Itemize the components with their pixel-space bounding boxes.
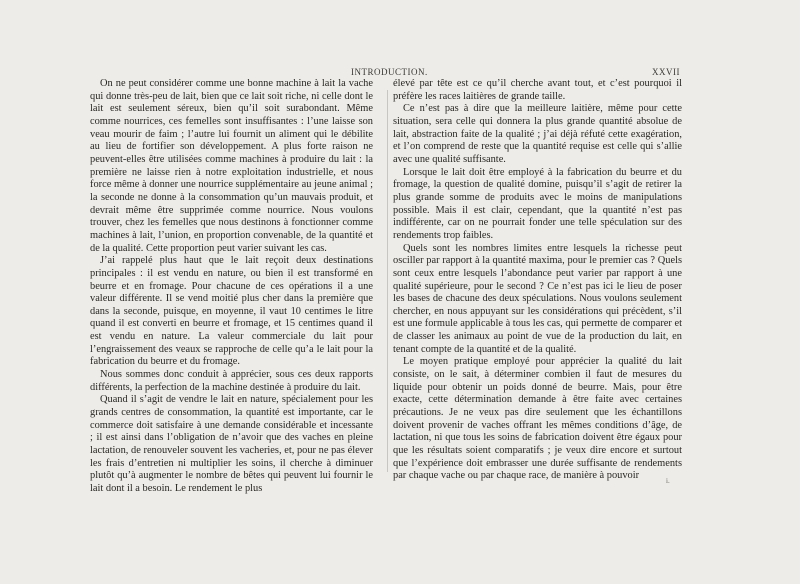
paragraph: Quand il s’agit de vendre le lait en nature, spécialement pour les grands centres de consommation, la quantité est importante, car le commerce doit satisfaire à une demande considérable et incessante ; il est ainsi dans l’obligation de n’avoir que des vaches en pleine lactation, de renouveler souvent les vacheries, et, pour ne pas élever les frais d’entretien ni multiplier les soins, il cherche à diminuer plutôt qu’à augmenter le nombre de bêtes qui peuvent lui fournir le lait dont il a besoin. Le rendement le plus <box>90 394 373 494</box>
paragraph: On ne peut considérer comme une bonne machine à lait la vache qui donne très-peu de lait, bien que ce lait soit riche, ni celle dont le lait est seulement séreux, bien qu’il soit surabondant. Même comme nourrices, ces femelles sont insuffisantes : l’une laisse son veau mourir de faim ; l’autre lui fournit un aliment qui le débilite au lieu de fortifier son développement. A plus forte raison ne peuvent-elles être utilisées comme machines à produire du lait : la première ne laisse rien à notre exploitation industrielle, et nous force même à donner une nourrice supplémentaire au jeune animal ; la seconde ne donne à la consommation qu’un mauvais produit, et devrait même être supprimée comme nourrice. Nous voulons trouver, chez les femelles que nous destinons à fonctionner comme machines à lait, l’union, en proportion convenable, de la quantité et de la qualité. Cette proportion peut varier suivant les cas. <box>90 78 373 254</box>
left-column <box>90 78 373 496</box>
column-divider <box>387 90 388 472</box>
paragraph: Quels sont les nombres limites entre lesquels la richesse peut osciller par rapport à la quantité maxima, pour le premier cas ? Quels sont ceux entre lesquels l’abondance peut varier par rapport à une qualité supérieure, pour le second ? Ce n’est pas ici le lieu de poser les bases de chacune des deux spéculations. Nous voulons seulement chercher, en nous appuyant sur les considérations qui précèdent, s’il est une formule applicable à tous les cas, qui permette de comparer et de classer les animaux au point de vue de la production du lait, en tenant compte de la quantité et de la qualité. <box>393 242 682 355</box>
paragraph: Nous sommes donc conduit à apprécier, sous ces deux rapports différents, la perfection de la machine destinée à produire du lait. <box>90 369 373 393</box>
signature-mark: i. <box>666 477 670 485</box>
paragraph: J’ai rappelé plus haut que le lait reçoit deux destinations principales : il est vendu en nature, ou bien il est transformé en beurre et en fromage. Pour chacune de ces opérations il a une valeur différente. Il se vend moitié plus cher dans la première que dans la seconde, puisque, en moyenne, il vaut 10 centimes le litre quand il est converti en beurre et fromage, et 15 centimes quand il est vendu en nature. La valeur commerciale du lait pour l’engraissement des veaux se rapproche de celle qu’a le lait pour la fabrication du beurre et du fromage. <box>90 255 373 368</box>
paragraph-continuation: élevé par tête est ce qu’il cherche avant tout, et c’est pourquoi il préfère les races laitières de grande taille. <box>393 78 682 102</box>
paragraph: Le moyen pratique employé pour apprécier la qualité du lait consiste, on le sait, à déterminer combien il faut de mesures du liquide pour obtenir un poids donné de beurre. Mais, pour être exacte, cette détermination demande à être faite avec certaines précautions. Je ne veux pas dire seulement que les échantillons doivent provenir de vaches offrant les mêmes conditions d’âge, de lactation, ni que tous les soins de fabrication doivent être égaux pour que les résultats soient comparatifs ; je veux dire encore et surtout que l’expérience doit embrasser une durée suffisante de rendements par chaque vache ou par chaque race, de manière à pouvoir <box>393 356 682 482</box>
paragraph: Lorsque le lait doit être employé à la fabrication du beurre et du fromage, la question de qualité domine, puisqu’il s’agit de retirer la plus grande somme de produits avec le moins de manipulations possible. Mais il est clair, cependant, que la quantité n’est pas indifférente, car on ne pourrait fonder une telle spéculation sur des rendements trop faibles. <box>393 166 682 241</box>
running-title: INTRODUCTION. <box>351 67 428 77</box>
right-column <box>393 78 682 483</box>
page-number: XXVII <box>652 67 680 77</box>
paragraph: Ce n’est pas à dire que la meilleure laitière, même pour cette situation, sera celle qui donnera la plus grande quantité absolue de lait, abstraction faite de la qualité ; j’ai déjà réfuté cette exagération, et l’on comprend de reste que la quantité requise est celle qui s’allie avec une qualité suffisante. <box>393 103 682 165</box>
